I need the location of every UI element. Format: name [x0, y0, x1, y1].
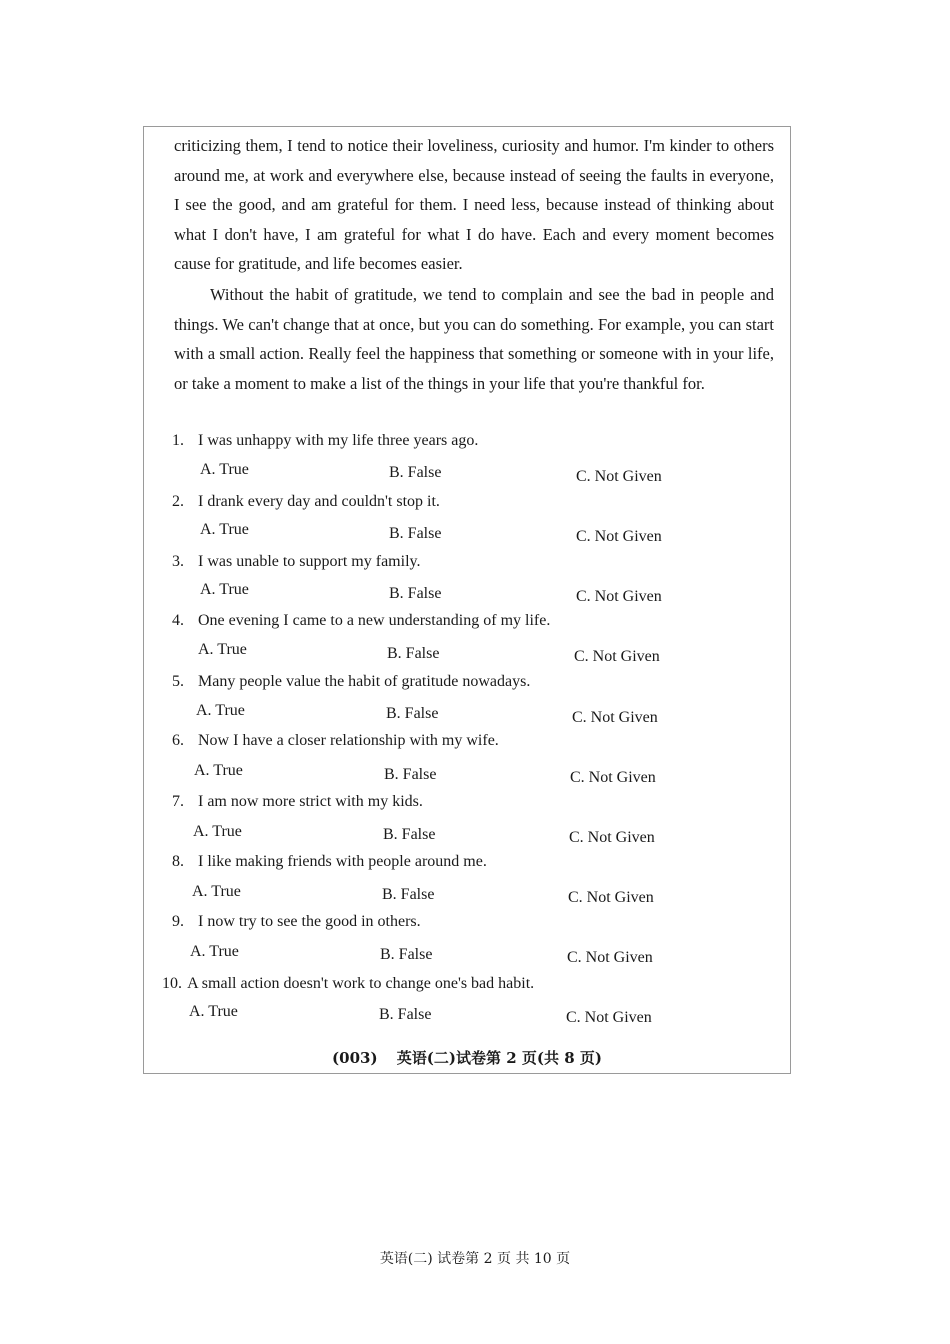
option-c: C. Not Given: [572, 709, 658, 726]
question-text: I was unable to support my family.: [198, 553, 421, 570]
question-number: 9.: [172, 913, 184, 930]
question-text: Now I have a closer relationship with my wife.: [198, 732, 499, 749]
question-4: [172, 612, 550, 630]
question-2: [172, 493, 440, 511]
option-a: A. True: [198, 641, 247, 658]
option-c: C. Not Given: [568, 889, 654, 906]
question-number: 5.: [172, 673, 184, 690]
scanned-exam-page: [143, 126, 791, 1074]
question-text: I now try to see the good in others.: [198, 913, 421, 930]
option-b: B. False: [389, 464, 442, 481]
question-text: A small action doesn't work to change one's bad habit.: [187, 975, 535, 992]
option-c: C. Not Given: [576, 468, 662, 485]
question-text: I like making friends with people around me.: [198, 853, 487, 870]
question-6: [172, 732, 499, 750]
passage-paragraph-1: criticizing them, I tend to notice their loveliness, curiosity and humor. I'm kinder to others around me, at work and everywhere else, because instead of seeing the faults in everyone, I see the good, and am grateful for them. I need less, because instead of thinking about what I don't have, I am grateful for what I do have. Each and every moment becomes cause for gratitude, and life becomes easier.: [174, 136, 774, 273]
question-8: [172, 853, 487, 871]
option-a: A. True: [200, 521, 249, 538]
question-text: One evening I came to a new understanding of my life.: [198, 612, 551, 629]
question-5: [172, 673, 530, 691]
exam-code: (003): [332, 1049, 378, 1067]
option-a: A. True: [189, 1003, 238, 1020]
question-text: Many people value the habit of gratitude nowadays.: [198, 673, 531, 690]
option-b: B. False: [380, 946, 433, 963]
question-text: I am now more strict with my kids.: [198, 793, 423, 810]
option-b: B. False: [389, 585, 442, 602]
option-b: B. False: [382, 886, 435, 903]
question-number: 2.: [172, 493, 184, 510]
option-b: B. False: [389, 525, 442, 542]
option-c: C. Not Given: [576, 588, 662, 605]
question-text: I was unhappy with my life three years ago.: [198, 432, 479, 449]
option-c: C. Not Given: [574, 648, 660, 665]
option-b: B. False: [383, 826, 436, 843]
question-number: 3.: [172, 553, 184, 570]
passage-paragraph-2: Without the habit of gratitude, we tend to complain and see the bad in people and things. We can't change that at once, but you can do something. For example, you can start with a small action. Really feel the happiness that something or someone with in your life, or take a moment to make a list of the things in your life that you're thankful for.: [174, 285, 774, 393]
option-a: A. True: [196, 702, 245, 719]
option-c: C. Not Given: [566, 1009, 652, 1026]
option-b: B. False: [384, 766, 437, 783]
question-3: [172, 553, 420, 571]
question-text: I drank every day and couldn't stop it.: [198, 493, 440, 510]
option-b: B. False: [387, 645, 440, 662]
question-number: 4.: [172, 612, 184, 629]
question-number: 8.: [172, 853, 184, 870]
question-7: [172, 793, 423, 811]
option-b: B. False: [386, 705, 439, 722]
question-number: 1.: [172, 432, 184, 449]
page-footer: 英语(二) 试卷第 2 页 共 10 页: [379, 1251, 571, 1267]
question-number: 6.: [172, 732, 184, 749]
option-c: C. Not Given: [567, 949, 653, 966]
option-a: A. True: [194, 762, 243, 779]
option-c: C. Not Given: [570, 769, 656, 786]
option-a: A. True: [192, 883, 241, 900]
option-c: C. Not Given: [569, 829, 655, 846]
option-b: B. False: [379, 1006, 432, 1023]
option-c: C. Not Given: [576, 528, 662, 545]
question-9: [172, 913, 421, 931]
option-a: A. True: [200, 461, 249, 478]
question-number: 10.: [162, 975, 182, 992]
scan-page-footer: [144, 1047, 790, 1068]
option-a: A. True: [200, 581, 249, 598]
scan-page-number: 英语(二)试卷第 2 页(共 8 页): [396, 1049, 602, 1067]
question-10: [162, 975, 534, 993]
option-a: A. True: [190, 943, 239, 960]
question-number: 7.: [172, 793, 184, 810]
option-a: A. True: [193, 823, 242, 840]
question-1: [172, 432, 478, 450]
